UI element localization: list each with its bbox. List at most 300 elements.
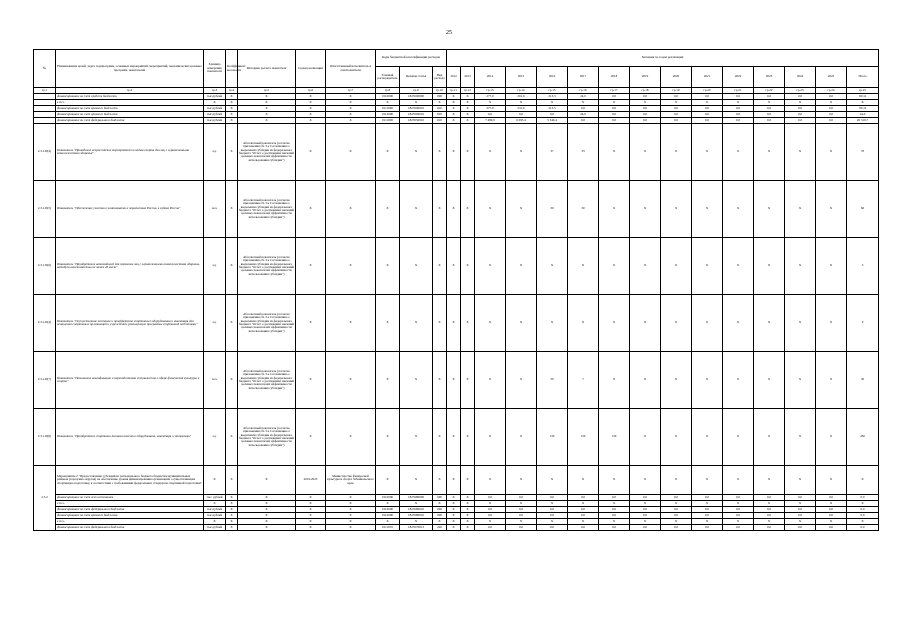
indicator-row [34,238,879,295]
row-kbk-grbs: 0110000 [376,507,400,513]
row-kbk-vr: X [433,295,447,352]
header-year: 2022 [723,67,754,88]
row-value: 0,0 [630,94,661,100]
row-value: X [754,409,785,466]
row-kbk-grbs: 0111000 [376,106,400,112]
row-responsible: X [326,352,376,409]
row-value: 0,0 [568,525,599,531]
row-kbk-cs: X [400,238,433,295]
row-value: X [785,295,816,352]
row-value: 30 [537,352,568,409]
row-value: X [661,352,692,409]
row-term: X [296,501,326,507]
row-value-2013: X [461,466,475,495]
row-value: 0,0 [630,118,661,124]
row-value: 0,0 [661,525,692,531]
row-value: X [568,501,599,507]
row-value: X [568,100,599,106]
row-value: 0,0 [661,106,692,112]
row-value: X [475,501,506,507]
row-coef: X [226,525,238,531]
row-value: X [568,519,599,525]
row-value: X [599,466,630,495]
row-value: 0,0 [475,513,506,519]
column-number: гр.18 [630,88,661,94]
row-term: X [296,352,326,409]
row-value-2012: X [447,238,461,295]
row-value: 0,0 [692,112,723,118]
row-value: 0,0 [785,525,816,531]
row-value: X [754,501,785,507]
row-value: X [692,124,723,181]
row-value: X [630,181,661,238]
row-value: 0,0 [599,106,630,112]
row-value: 0,0 [630,495,661,501]
row-num: 2.3.1.П(6) [34,238,56,295]
row-value: X [692,501,723,507]
row-value: X [816,295,847,352]
row-kbk-vr: X [433,466,447,495]
row-value: X [754,124,785,181]
row-value: 0,0 [754,513,785,519]
row-value: 0,0 [754,495,785,501]
row-value: X [475,124,506,181]
header-kbk-sub: Целевая статья [400,67,433,88]
row-value: 20 310,7 [847,118,879,124]
row-value: X [754,238,785,295]
row-value: X [661,466,692,495]
row-kbk-vr: 610 [433,118,447,124]
row-value: X [599,238,630,295]
row-value: 0,0 [754,507,785,513]
row-name: финансирование за счет краевого бюджета [56,106,204,112]
row-value: X [475,100,506,106]
row-value-2012: X [447,519,461,525]
row-value: 0,0 [692,94,723,100]
row-value: 0,0 [785,106,816,112]
row-name: финансирование за счет средств бюджета [56,94,204,100]
row-unit: тыс.рублей [204,118,226,124]
row-kbk-vr: X [433,519,447,525]
row-name: Показатель "Обеспечение участия в чемпионатах и первенствах России, в кубках России" [56,181,204,238]
row-name: в т.ч. [56,519,204,525]
row-responsible: X [326,501,376,507]
row-value: 0,0 [661,495,692,501]
row-kbk-vr: 000 [433,513,447,519]
row-term: 2019-2025 [296,466,326,495]
header-year: 2013 [461,67,475,88]
row-kbk-grbs: X [376,519,400,525]
row-method: X [238,466,296,495]
row-value: 0,0 [599,525,630,531]
row-value: 0,0 [723,507,754,513]
row-value: X [475,181,506,238]
header-unit: Единица измерения показателя [204,50,226,88]
row-value: 60 [847,181,879,238]
row-value: 0,0 [568,495,599,501]
row-responsible: X [326,94,376,100]
row-method: X [238,106,296,112]
column-number: гр.16 [568,88,599,94]
row-value-2013: X [461,238,475,295]
column-number: гр.24 [816,88,847,94]
row-value-2013: X [461,106,475,112]
row-value: 450 [847,409,879,466]
column-number: гр.21 [723,88,754,94]
column-number: гр.7 [326,88,376,94]
row-unit: X [204,501,226,507]
row-value-2012: X [447,525,461,531]
table-body [34,88,879,531]
row-kbk-vr: X [433,124,447,181]
row-method: X [238,118,296,124]
column-number: гр.9 [400,88,433,94]
row-value-2012: X [447,118,461,124]
row-value: X [630,466,661,495]
row-unit: чел. [204,352,226,409]
row-term: X [296,100,326,106]
row-value: 7 [568,352,599,409]
row-value: 0,0 [630,513,661,519]
row-value: X [661,295,692,352]
row-value: 6 095,4 [506,118,537,124]
header-num: № [34,50,56,88]
row-value: 0,0 [599,507,630,513]
header-term: Сроки реализации [296,50,326,88]
indicator-row [34,124,879,181]
row-value: 0,0 [847,525,879,531]
row-responsible: X [326,525,376,531]
row-kbk-grbs: X [376,295,400,352]
row-coef: X [226,466,238,495]
row-value: X [723,352,754,409]
row-value: 0,0 [723,495,754,501]
row-term: X [296,181,326,238]
row-kbk-vr: X [433,352,447,409]
row-kbk-cs: 1825550010 [400,118,433,124]
row-value: 0,0 [692,495,723,501]
row-kbk-cs: X [400,124,433,181]
row-value: X [754,352,785,409]
row-value-2013: X [461,507,475,513]
row-value: X [847,466,879,495]
header-year: Итого [847,67,879,88]
row-value-2013: X [461,118,475,124]
row-value: 0,0 [816,507,847,513]
header-responsible: Ответственный исполнитель и соисполнители [326,50,376,88]
row-kbk-cs: 1825500010 [400,106,433,112]
row-unit: тыс.рублей [204,106,226,112]
header-year: 2016 [537,67,568,88]
row-value: X [692,519,723,525]
row-value-2012: X [447,112,461,118]
row-method: X [238,94,296,100]
row-coef: X [226,495,238,501]
row-kbk-grbs: 0112000 [376,112,400,118]
row-coef: X [226,238,238,295]
row-value: 0,0 [506,507,537,513]
row-value: 3 [847,238,879,295]
row-value: X [506,352,537,409]
row-value-2012: X [447,100,461,106]
row-num: 2.3.1.П(5) [34,181,56,238]
row-value: 0,0 [506,495,537,501]
row-value: X [568,295,599,352]
row-value: X [661,501,692,507]
row-responsible: X [326,513,376,519]
row-value: 0,0 [599,495,630,501]
row-value: 0,0 [661,94,692,100]
row-kbk-grbs: X [376,352,400,409]
row-responsible: X [326,519,376,525]
row-value: 0,0 [599,94,630,100]
row-value: X [630,409,661,466]
row-value: 0,0 [847,507,879,513]
row-value: X [475,295,506,352]
row-unit: ед. [204,295,226,352]
row-value: X [816,501,847,507]
table-row [34,525,879,531]
row-name: финансирование за счет всех источников [56,495,204,501]
row-name: финансирование за счет федерального бюджета [56,525,204,531]
row-value: 150 [568,409,599,466]
row-kbk-grbs: 0111035 [376,525,400,531]
row-value: 0 [847,295,879,352]
row-name: в т.ч. [56,501,204,507]
row-value: X [599,501,630,507]
row-value: X [785,238,816,295]
row-value: 0,0 [537,513,568,519]
row-kbk-grbs: X [376,181,400,238]
row-kbk-grbs: X [376,100,400,106]
row-value: 0,0 [816,495,847,501]
row-value: X [537,501,568,507]
row-term: X [296,525,326,531]
header-kbk: Коды бюджетной классификации расходов [376,50,447,67]
row-value: 0,0 [661,507,692,513]
row-kbk-cs: X [400,409,433,466]
column-number: гр.15 [537,88,568,94]
column-number: гр.11 [447,88,461,94]
row-value: 0,0 [599,112,630,118]
row-value: X [630,501,661,507]
row-value: 0,0 [692,513,723,519]
column-number: гр.2 [56,88,204,94]
row-term: X [296,94,326,100]
row-kbk-grbs: X [376,124,400,181]
row-value: 37 [537,124,568,181]
row-value-2013: X [461,501,475,507]
row-value-2013: X [461,124,475,181]
row-value: X [692,181,723,238]
row-unit: тыс.рублей [204,513,226,519]
column-number: гр.8 [376,88,400,94]
row-kbk-vr: 810 [433,112,447,118]
row-responsible: X [326,238,376,295]
row-value: 0,0 [723,525,754,531]
row-value: X [816,124,847,181]
row-value: 0,0 [568,507,599,513]
row-value: 0,0 [630,525,661,531]
row-responsible: X [326,118,376,124]
row-value: X [661,409,692,466]
row-value-2013: X [461,181,475,238]
column-number: гр.6 [296,88,326,94]
row-value: X [754,519,785,525]
row-value: 0,0 [692,118,723,124]
row-value: X [506,100,537,106]
row-value-2013: X [461,112,475,118]
row-value: 0,0 [816,106,847,112]
row-value: X [723,295,754,352]
program-table [33,49,879,531]
row-value: X [475,466,506,495]
row-unit: тыс.рублей [204,525,226,531]
row-term: X [296,513,326,519]
row-value: 0,0 [475,495,506,501]
row-value: X [661,181,692,238]
row-term: X [296,295,326,352]
header-name: Наименование целей, задач, подпрограмм, основных мероприятий, мероприятий, экономических целевых программ, показателей [56,50,204,88]
row-value: X [816,466,847,495]
row-value-2012: X [447,94,461,100]
row-num: 2.3.2 [34,466,56,531]
header-year: 2017 [568,67,599,88]
row-coef: X [226,118,238,124]
row-value: X [661,238,692,295]
row-value: X [537,238,568,295]
column-number: гр.4 [226,88,238,94]
row-value: 33 [568,124,599,181]
header-year: 2015 [506,67,537,88]
row-value: X [475,238,506,295]
row-name: Показатель "Приобретение автомобилей для перевозки лиц с ограниченными возможностями здоровья, автобуса вместимостью не менее 40 мест" [56,238,204,295]
row-method: X [238,100,296,106]
header-year: 2024 [785,67,816,88]
column-number: гр.13 [475,88,506,94]
row-kbk-cs: X [400,352,433,409]
header-method: Методика расчета показателя [238,50,296,88]
row-value: 0,0 [630,507,661,513]
row-responsible: X [326,112,376,118]
row-kbk-cs: X [400,100,433,106]
header-row [34,50,879,67]
header-year: 2012 [447,67,461,88]
header-coef: Коэффициент весомости [226,50,238,88]
row-responsible: X [326,124,376,181]
row-value: X [630,519,661,525]
row-value: 0,0 [506,112,537,118]
row-responsible: X [326,106,376,112]
row-kbk-cs: X [400,501,433,507]
row-method: X [238,519,296,525]
row-value: X [661,124,692,181]
column-number: гр.17 [599,88,630,94]
row-value: 30 [568,181,599,238]
row-value: 0,0 [506,513,537,519]
row-value: X [599,100,630,106]
row-value: X [506,466,537,495]
row-kbk-cs: X [400,519,433,525]
row-kbk-cs: X [400,181,433,238]
row-value: 0,0 [568,106,599,112]
column-number: гр.22 [754,88,785,94]
row-value-2013: X [461,513,475,519]
row-value: 0,0 [723,112,754,118]
row-kbk-vr: 610 [433,106,447,112]
row-value: 0,0 [661,513,692,519]
row-kbk-grbs: X [376,238,400,295]
row-method: Абсолютный показатель (согласно приложению № 3 к Соглашению о выделении субсидии из федерального бюджета "Отчет о достижении значений целевых показателей эффективности использования субсидии") [238,295,296,352]
row-value: 24,0 [568,94,599,100]
row-value: 0,0 [537,495,568,501]
row-value: X [723,124,754,181]
row-value: X [692,409,723,466]
row-value-2012: X [447,106,461,112]
row-value: X [537,519,568,525]
row-kbk-cs: 1825500000 [400,94,433,100]
row-value: 0,0 [692,507,723,513]
row-term: X [296,507,326,513]
row-value: X [568,238,599,295]
row-num: 2.3.1.П(8) [34,409,56,466]
row-value: 0,0 [599,513,630,519]
row-value: 0,0 [723,106,754,112]
row-value: X [537,100,568,106]
row-unit: X [204,519,226,525]
row-value-2012: X [447,507,461,513]
row-value: 0,0 [475,525,506,531]
row-name: Показатель "Приобретение спортивно-технологического оборудования, инвентаря и экипировки" [56,409,204,466]
row-value: X [630,124,661,181]
row-value: 0,0 [537,112,568,118]
row-value: 277,0 [475,106,506,112]
row-value: X [599,519,630,525]
row-value: 24,0 [568,112,599,118]
row-value-2012: X [447,409,461,466]
row-value: X [723,409,754,466]
row-value: 0,0 [661,118,692,124]
row-value: X [785,501,816,507]
row-value-2013: X [461,100,475,106]
row-value-2013: X [461,295,475,352]
row-value: 24,0 [847,112,879,118]
row-value: X [816,519,847,525]
row-value: X [816,352,847,409]
row-value: X [847,519,879,525]
row-value: 0,0 [847,495,879,501]
row-unit: тыс. рублей [204,495,226,501]
row-value: X [723,466,754,495]
row-value: 0,0 [785,112,816,118]
column-number: гр.10 [433,88,447,94]
row-value: 0,0 [785,94,816,100]
row-kbk-vr: 000 [433,507,447,513]
row-value: 0,0 [630,106,661,112]
row-value: 0,0 [754,118,785,124]
row-value: X [692,238,723,295]
row-num: 2.3.1.П(4) [34,124,56,181]
row-value: X [785,100,816,106]
column-number: гр.25 [847,88,879,94]
row-name: в т.ч. [56,100,204,106]
row-value: X [599,181,630,238]
row-value: X [785,466,816,495]
row-method: X [238,507,296,513]
row-value: 0,0 [537,507,568,513]
row-value: 0,0 [754,112,785,118]
row-value: X [723,238,754,295]
